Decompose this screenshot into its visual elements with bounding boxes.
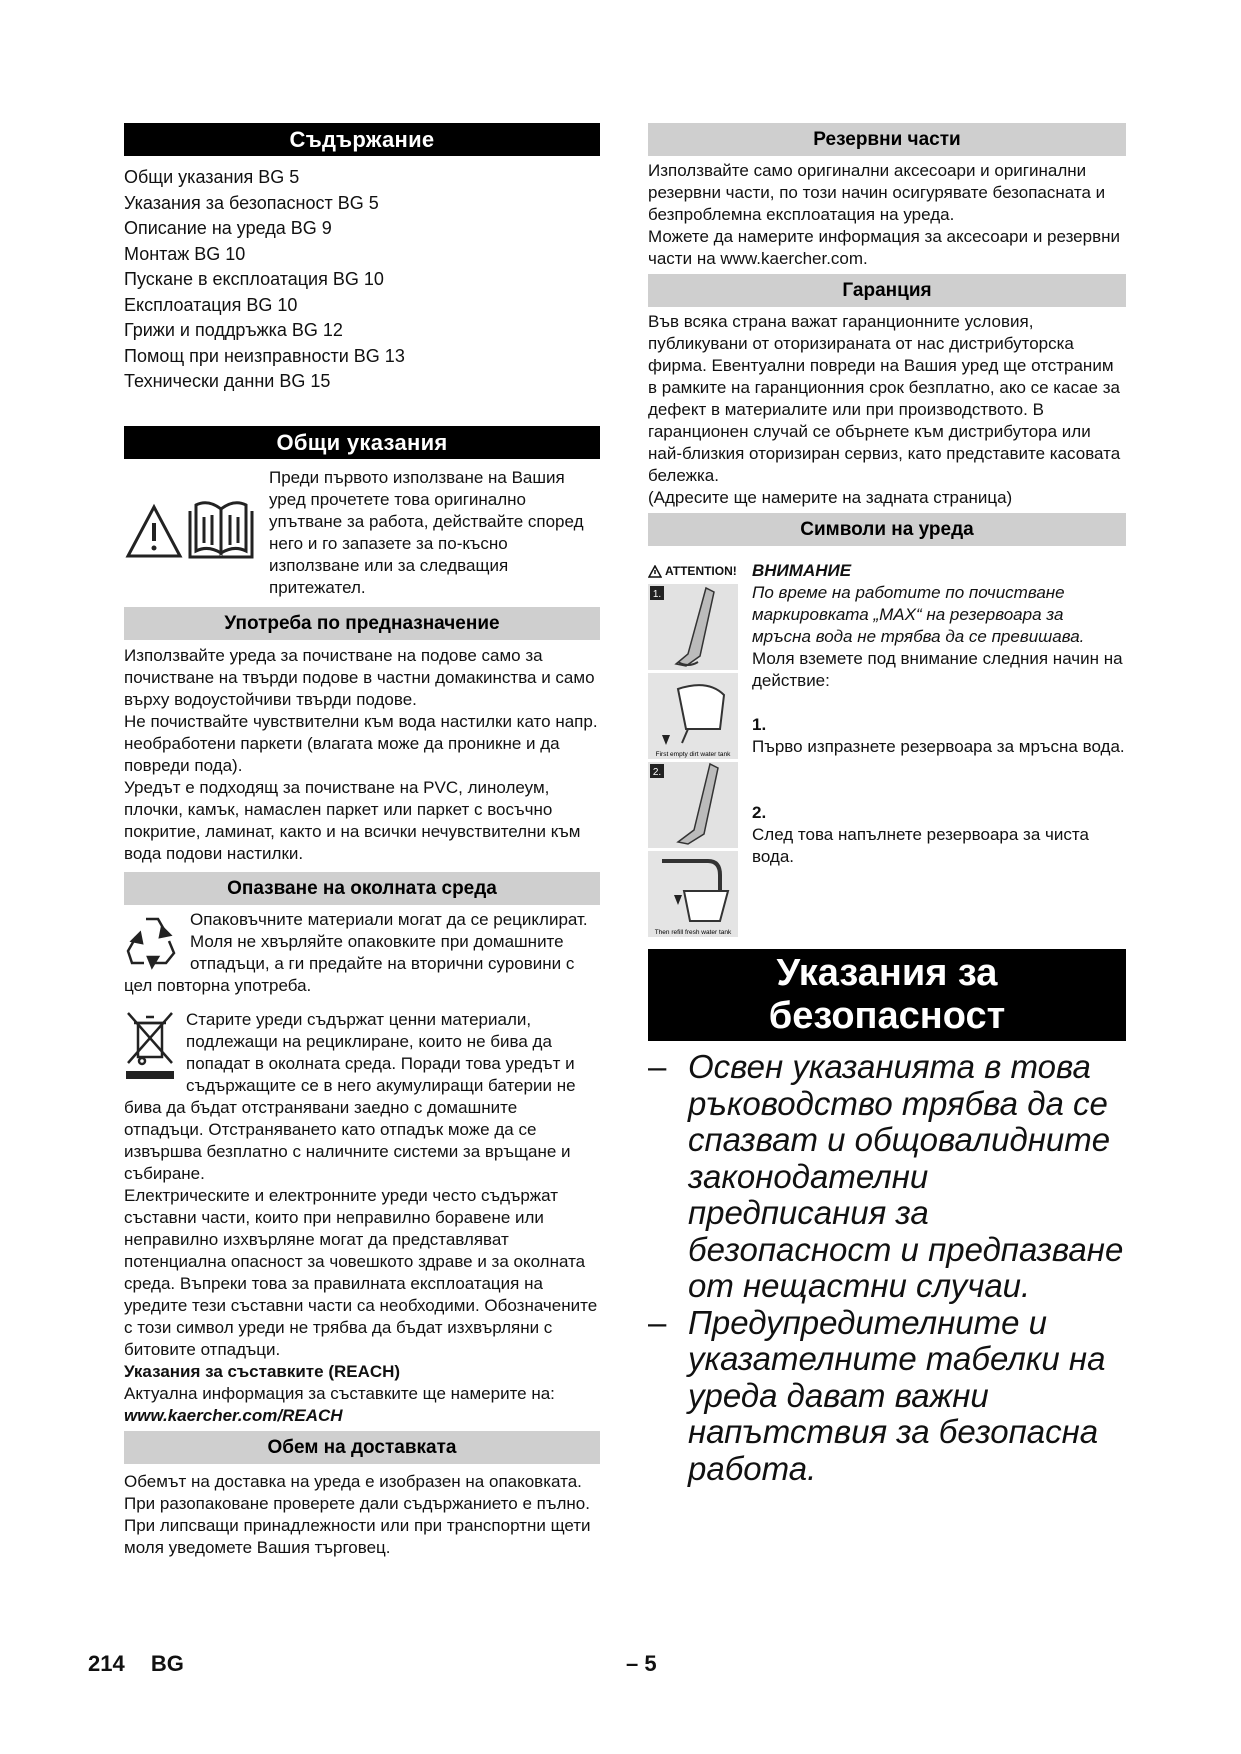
spare-parts-paragraph: Използвайте само оригинални аксесоари и оригинални резервни части, по този начин осигурявате безопасната и безпроблемна експлоатация на уреда.	[648, 161, 1106, 224]
table-of-contents	[124, 165, 600, 395]
symbols-heading: Символи на уреда	[648, 513, 1126, 546]
safety-title-line1: Указания за	[776, 952, 998, 994]
toc-item[interactable]: Пускане в експлоатация BG 10	[124, 269, 384, 289]
toc-item[interactable]: Технически данни BG 15	[124, 371, 331, 391]
symbol-images	[648, 560, 744, 937]
page-number-footer	[88, 1651, 184, 1677]
step2-number: 2.	[752, 803, 767, 822]
left-column	[124, 123, 600, 1559]
step2-badge: 2.	[652, 767, 662, 778]
list-dash: –	[648, 1303, 667, 1341]
crossed-bin-icon	[124, 1009, 176, 1089]
reach-title: Указания за съставките (REACH)	[124, 1361, 401, 1381]
toc-item[interactable]: Монтаж BG 10	[124, 243, 246, 264]
general-notes	[124, 467, 600, 599]
safety-item-text: Предупредителните и указателните табелки на уреда дават важни напътствия за безопасна работа.	[688, 1303, 1106, 1487]
device-symbols	[648, 560, 1126, 937]
spare-parts-heading: Резервни части	[648, 123, 1126, 156]
refill-tank-image	[648, 851, 738, 937]
warranty-note: (Адресите ще намерите на задната страница)	[648, 488, 1013, 507]
delivery-paragraph: При липсващи принадлежности или при транспортни щети моля уведомете Вашия търговец.	[124, 1515, 591, 1557]
attention-label: ATTENTION!	[648, 560, 744, 582]
empty-tank-image	[648, 673, 738, 759]
electrical-text: Електрическите и електронните уреди често съдържат съставни части, които при неправилно боравене или неправилно изхвърляне могат да представляват потенциална опасност за човешкото здраве и за околната среда. Въпреки това за правилната експлоатация на уредите тези съставни части са необходими. Обозначените с този символ уреди не трябва да бъдат изхвърляни с битовите отпадъци.	[124, 1185, 598, 1359]
spare-parts-paragraph: Можете да намерите информация за аксесоари и резервни части на www.kaercher.com.	[648, 227, 1121, 268]
intended-use-paragraph: Уредът е подходящ за почистване на PVC, линолеум, плочки, камък, намаслен паркет или паркет с восъчно покритие, ламинат, както и на всички нечувствителни към вода подови настилки.	[124, 777, 581, 863]
toc-item[interactable]: Общи указания BG 5	[124, 167, 300, 187]
step1-number: 1.	[752, 715, 767, 734]
warning-triangle-icon	[128, 507, 180, 556]
read-manual-icon	[190, 502, 252, 556]
safety-item	[648, 1049, 1126, 1305]
environment-section	[124, 909, 600, 1427]
safety-item-text: Освен указанията в това ръководство трябва да се спазват и общовалидните законодателни предписания за безопасност и предпазване от нещастни случаи.	[688, 1048, 1124, 1304]
list-dash: –	[648, 1048, 667, 1085]
toc-item[interactable]: Помощ при неизправности BG 13	[124, 345, 405, 366]
refill-tank-caption: Then refill fresh water tank	[654, 929, 732, 936]
warning-manual-icons	[124, 467, 269, 599]
delivery-paragraph: Обемът на доставка на уреда е изобразен на опаковката. При разопаковане проверете дали съдържанието е пълно.	[124, 1471, 590, 1513]
intended-use-heading: Употреба по предназначение	[124, 607, 600, 640]
toc-item[interactable]: Експлоатация BG 10	[124, 294, 298, 315]
safety-item	[648, 1305, 1126, 1488]
safety-heading	[648, 949, 1126, 1041]
reach-text: Актуална информация за съставките ще намерите на:	[124, 1383, 555, 1403]
page-number: 214	[88, 1651, 125, 1676]
step2-device-image	[648, 762, 738, 848]
recycle-text: Опаковъчните материали могат да се рециклират. Моля не хвърляйте опаковките при домашните отпадъци, а ги предайте на вторични суровини с цел повторна употреба.	[124, 909, 588, 995]
intended-use-paragraph: Не почиствайте чувствителни към вода настилки като напр. необработени паркети (влагата може да проникне и да повреди пода).	[124, 711, 598, 775]
recycle-icon	[124, 909, 180, 975]
step2-text: След това напълнете резервоара за чиста вода.	[752, 825, 1089, 866]
section-page-footer: – 5	[626, 1651, 657, 1676]
warranty-text: Във всяка страна важат гаранционните условия, публикувани от оторизираната от нас дистрибуторска фирма. Евентуални повреди на Вашия уред ще отстраним в рамките на гаранционния срок безплатно, ако се касае за дефект в материалите или при производството. В гаранционен случай се обърнете към дистрибутора или най-близкия оторизиран сервиз, като представите касовата бележка.	[648, 312, 1121, 485]
attention-triangle-icon	[648, 565, 662, 578]
warning-text: По време на работите по почистване маркировката „MAX“ на резервоара за мръсна вода не трябва да се превишава.	[752, 583, 1085, 646]
step1-device-image	[648, 584, 738, 670]
instruction-text: Моля вземете под внимание следния начин на действие:	[752, 649, 1123, 690]
warranty-heading: Гаранция	[648, 274, 1126, 307]
safety-list	[648, 1049, 1126, 1487]
intended-use-paragraph: Използвайте уреда за почистване на подове само за почистване на твърди подове в частни домакинства и само върху водоустойчиви твърди подове.	[124, 645, 595, 709]
right-column	[648, 123, 1126, 1487]
language-code: BG	[150, 1651, 184, 1676]
symbol-texts	[744, 560, 1126, 937]
safety-title-line2: безопасност	[768, 995, 1006, 1037]
general-heading: Общи указания	[124, 426, 600, 459]
environment-heading: Опазване на околната среда	[124, 872, 600, 905]
toc-heading: Съдържание	[124, 123, 600, 156]
warning-title: ВНИМАНИЕ	[752, 561, 852, 580]
general-text: Преди първото използване на Вашия уред прочетете това оригинално упътване за работа, действайте според него и го запазете за по-късно използване или за следващия притежател.	[269, 467, 584, 597]
reach-link[interactable]: www.kaercher.com/REACH	[124, 1405, 343, 1425]
step1-text: Първо изпразнете резервоара за мръсна вода.	[752, 737, 1125, 756]
step1-badge: 1.	[652, 589, 662, 600]
delivery-heading: Обем на доставката	[124, 1431, 600, 1464]
toc-item[interactable]: Указания за безопасност BG 5	[124, 192, 379, 213]
toc-item[interactable]: Описание на уреда BG 9	[124, 218, 332, 238]
toc-item[interactable]: Грижи и поддръжка BG 12	[124, 320, 343, 340]
empty-tank-caption: First empty dirt water tank	[655, 751, 731, 758]
weee-text: Старите уреди съдържат ценни материали, подлежащи на рециклиране, които не бива да попадат в околната среда. Поради това уредът и съдържащите се в него акумулиращи батерии не бива да бъдат отстранявани заедно с домашните отпадъци. Отстраняването като отпадък може да се извършва безплатно с наличните системи за връщане и събиране.	[124, 1009, 576, 1183]
